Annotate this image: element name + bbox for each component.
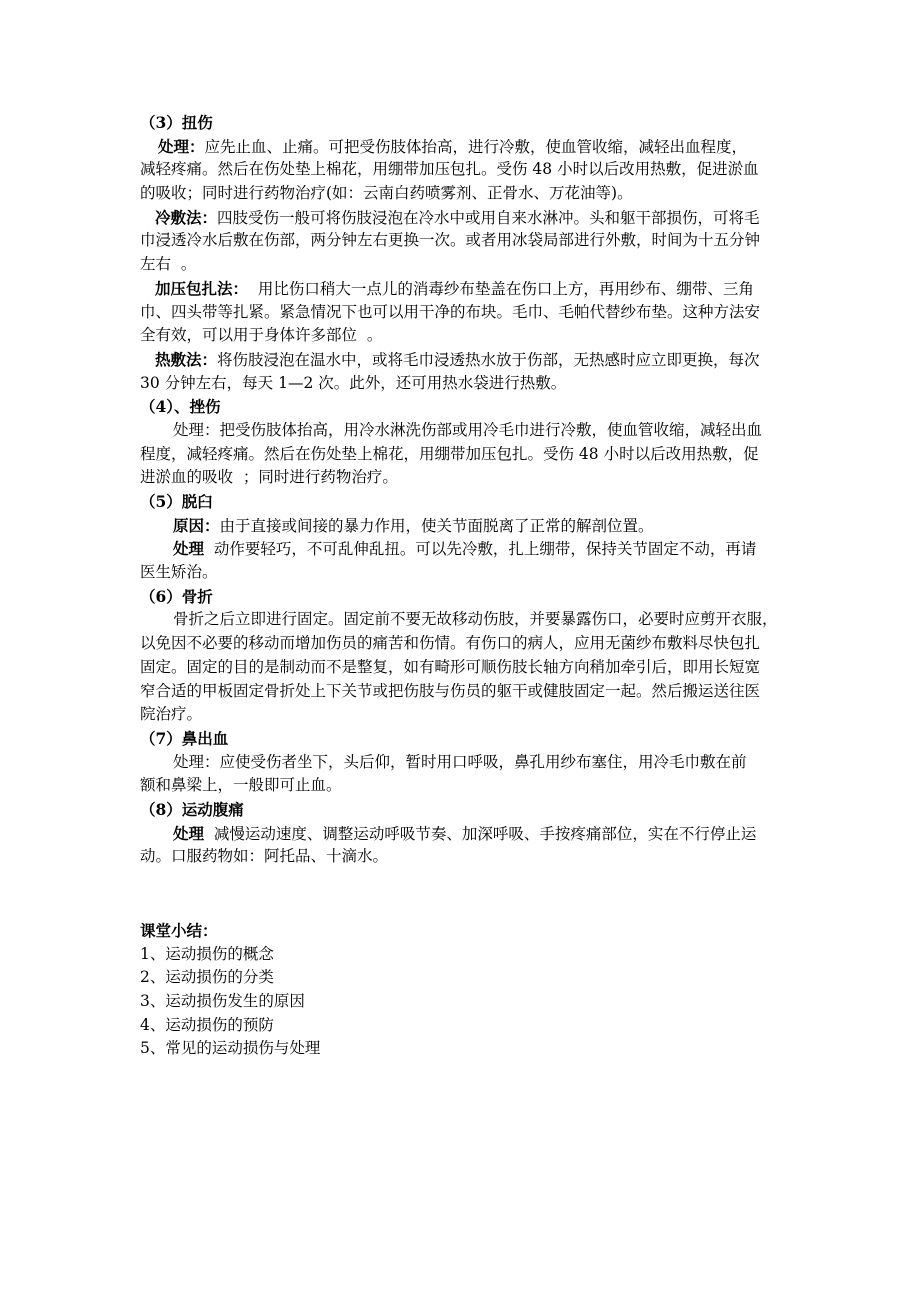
heading-dislocation: （5）脱臼 [140,492,213,511]
heading-nosebleed: （7）鼻出血 [140,728,229,748]
text-span: 应先止血、止痛。可把受伤肢体抬高，进行冷敷，使血管收缩，减轻出血程度， [204,137,748,156]
summary-item: 5、常见的运动损伤与处理 [140,1039,321,1058]
summary-item: 3、运动损伤发生的原因 [140,992,305,1011]
paragraph-line: 减轻疼痛。然后在伤处垫上棉花，用绷带加压包扎。受伤 48 小时以后改用热敷，促进淤血 [140,160,759,179]
summary-title: 课堂小结： [140,921,218,940]
paragraph-line: 固定。固定的目的是制动而不是整复，如有畸形可顺伤肢长轴方向稍加牵引后，即用长短宽 [140,657,761,676]
text-span: 将伤肢浸泡在温水中，或将毛巾浸透热水放于伤部，无热感时应立即更换，每次 [217,350,760,369]
heading-fracture: （6）骨折 [140,586,213,606]
label-pressure-bandage: 加压包扎法： [155,278,249,298]
paragraph-line: 额和鼻梁上，一般即可止血。 [140,776,342,795]
paragraph-line: 以免因不必要的移动而增加伤员的痛苦和伤情。有伤口的病人，应用无菌纱布敷料尽快包扎 [140,634,761,653]
paragraph-line [140,537,800,561]
paragraph-line [140,348,800,372]
paragraph-line [140,206,800,230]
document-body [140,111,800,1061]
paragraph-line: 全有效，可以用于身体许多部位 。 [140,326,383,345]
paragraph-line: 进淤血的吸收 ；同时进行药物治疗。 [140,468,398,487]
summary-item: 1、运动损伤的概念 [140,944,274,963]
paragraph-line: 处理：应使受伤者坐下，头后仰，暂时用口呼吸，鼻孔用纱布塞住，用冷毛巾敷在前 [173,752,747,771]
label-cause: 原因： [173,515,220,535]
text-span: 由于直接或间接的暴力作用，使关节面脱离了正常的解剖位置。 [219,516,654,535]
paragraph-line: 处理：把受伤肢体抬高，用冷水淋洗伤部或用冷毛巾进行冷敷，使血管收缩，减轻出血 [173,420,763,439]
text-span: 四肢受伤一般可将伤肢浸泡在冷水中或用自来水淋冲。头和躯干部损伤，可将毛 [217,208,760,227]
paragraph-line [140,135,800,159]
label-hot-compress: 热敷法： [155,349,218,369]
text-span: 减慢运动速度、调整运动呼吸节奏、加深呼吸、手按疼痛部位，实在不行停止运 [204,824,757,843]
paragraph-line: 30 分钟左右，每天 1—2 次。此外，还可用热水袋进行热敷。 [140,373,567,392]
paragraph-line: 骨折之后立即进行固定。固定前不要无故移动伤肢，并要暴露伤口，必要时应剪开衣服， [173,610,778,629]
paragraph-line: 动。口服药物如：阿托品、十滴水。 [140,847,389,866]
label-treatment: 处理 [173,539,205,559]
paragraph-line: 院治疗。 [140,705,203,724]
paragraph-line: 医生矫治。 [140,563,218,582]
paragraph-line: 窄合适的甲板固定骨折处上下关节或把伤肢与伤员的躯干或健肢固定一起。然后搬运送往医 [140,681,761,700]
text-span: 用比伤口稍大一点儿的消毒纱布垫盖在伤口上方，再用纱布、绷带、三角 [248,279,754,298]
paragraph-line: 程度，减轻疼痛。然后在伤处垫上棉花，用绷带加压包扎。受伤 48 小时以后改用热敷，促 [140,444,759,463]
label-treatment: 处理 [173,823,205,843]
paragraph-line [140,822,800,846]
paragraph-line: 的吸收；同时进行药物治疗(如：云南白药喷雾剂、正骨水、万花油等)。 [140,184,633,203]
label-cold-compress: 冷敷法： [155,207,218,227]
summary-item: 2、运动损伤的分类 [140,968,274,987]
paragraph-line [140,514,800,538]
heading-abdominal-pain: （8）运动腹痛 [140,799,244,819]
paragraph-line: 巾浸透冷水后敷在伤部，两分钟左右更换一次。或者用冰袋局部进行外敷，时间为十五分钟 [140,231,761,250]
heading-contusion: （4）、挫伤 [140,397,221,417]
paragraph-line: 巾、四头带等扎紧。紧急情况下也可以用干净的布块。毛巾、毛帕代替纱布垫。这种方法安 [140,302,761,321]
text-span: 动作要轻巧，不可乱伸乱扭。可以先冷敷，扎上绷带，保持关节固定不动，再请 [204,540,757,559]
spacer [140,869,800,916]
paragraph-line [140,277,800,301]
paragraph-line: 左右 。 [140,255,197,274]
summary-item: 4、运动损伤的预防 [140,1015,274,1034]
heading-sprain: （3）扭伤 [140,113,213,132]
label-treatment: 处理： [158,136,205,156]
